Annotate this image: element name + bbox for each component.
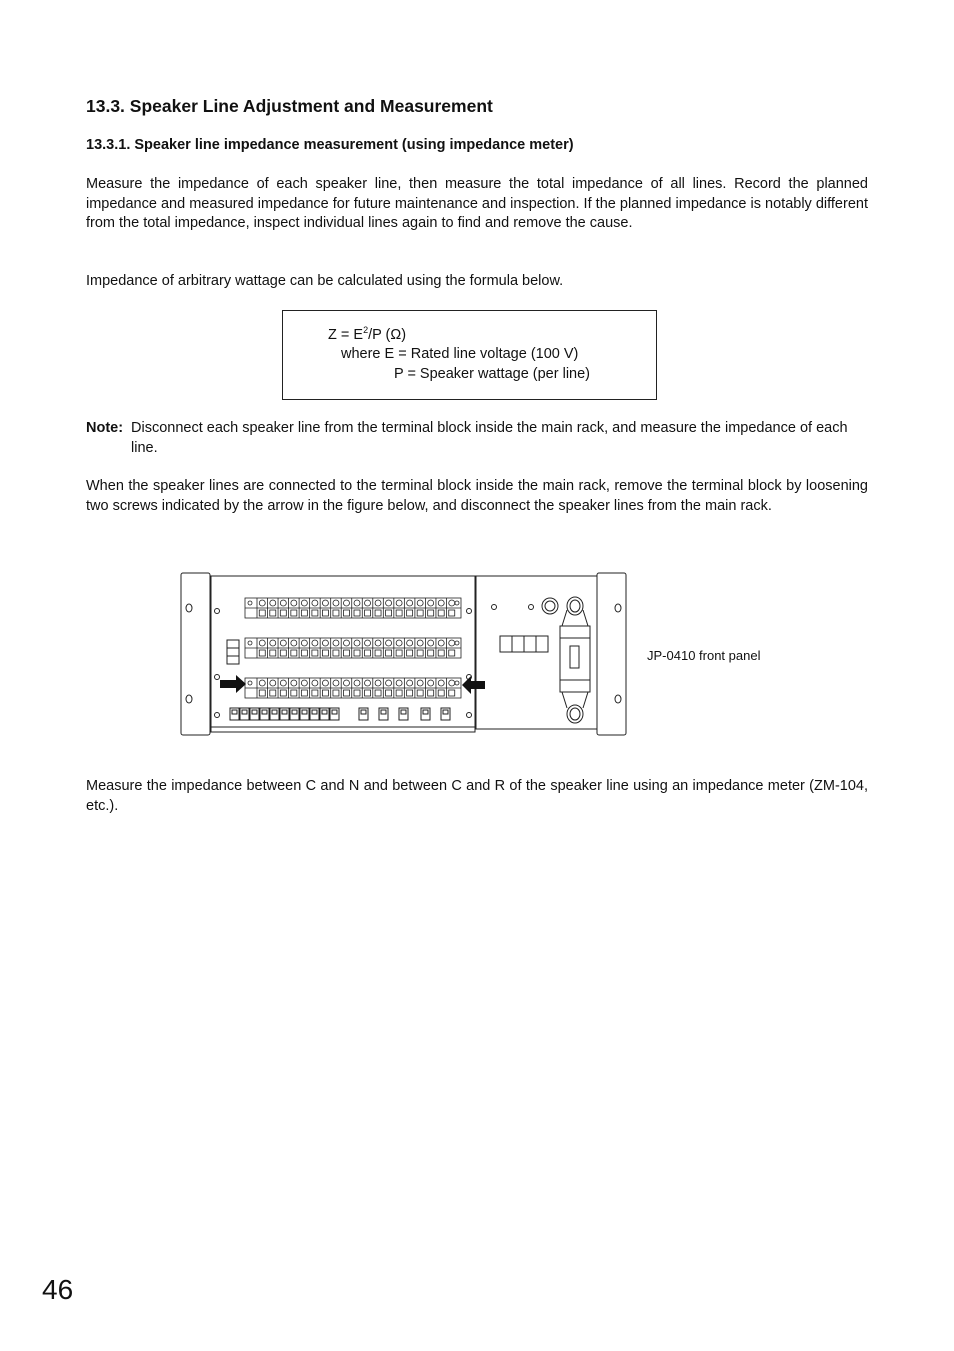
breaker-switch [570,646,579,668]
terminal-screw-icon [449,640,455,646]
screw-icon [529,605,534,610]
terminal-clamp-icon [280,650,286,656]
terminal-screw-icon [301,600,307,606]
terminal-clamp-icon [449,690,455,696]
terminal-clamp-icon [301,650,307,656]
terminal-screw-icon [291,680,297,686]
terminal-screw-icon [333,600,339,606]
right-rack-ear [597,573,626,735]
terminal-clamp-icon [322,610,328,616]
terminal-clamp-icon [333,650,339,656]
terminal-block-rows [245,598,461,698]
subsection-title: 13.3.1. Speaker line impedance measurement (using impedance meter) [86,137,574,153]
terminal-screw-icon [449,600,455,606]
terminal-clamp-icon [428,650,434,656]
terminal-screw-icon [375,600,381,606]
terminal-clamp-icon [407,610,413,616]
terminal-clamp-icon [428,690,434,696]
screw-icon [467,609,472,614]
terminal-clamp-icon [280,610,286,616]
terminal-screw-icon [428,680,434,686]
terminal-screw-icon [396,640,402,646]
terminal-screw-icon [438,640,444,646]
figure-caption: JP-0410 front panel [647,648,761,663]
terminal-clamp-icon [280,690,286,696]
page-number: 46 [42,1274,74,1305]
circuit-breaker [560,626,590,692]
terminal-screw-icon [280,680,286,686]
terminal-screw-icon [322,600,328,606]
terminal-screw-icon [417,600,423,606]
terminal-clamp-icon [354,610,360,616]
formula-z: $Z = E^2/P$ (Ω) [328,325,407,343]
terminal-clamp-icon [417,650,423,656]
terminal-clamp-icon [312,690,318,696]
terminal-clamp-icon [375,690,381,696]
power-lamp-icon [542,598,558,614]
terminal-screw-icon [312,640,318,646]
terminal-clamp-icon [396,690,402,696]
screw-icon [215,675,220,680]
terminal-screw-icon [333,680,339,686]
terminal-clamp-icon [407,650,413,656]
terminal-clamp-icon [428,610,434,616]
rack-hole-icon [186,604,192,612]
terminal-screw-icon [365,640,371,646]
screw-icon [215,609,220,614]
screw-icon [215,713,220,718]
arrow-left-icon [462,676,485,694]
terminal-clamp-icon [417,610,423,616]
terminal-screw-icon [438,600,444,606]
formula-p-def: P = Speaker wattage (per line) [394,366,590,382]
arrow-right-icon [220,675,246,693]
terminal-clamp-icon [354,690,360,696]
terminal-screw-icon [270,640,276,646]
terminal-screw-icon [270,600,276,606]
terminal-row [245,678,461,698]
terminal-clamp-icon [386,690,392,696]
terminal-screw-icon [312,680,318,686]
rack-hole-icon [615,695,621,703]
terminal-screw-icon [438,680,444,686]
terminal-screw-icon [396,600,402,606]
terminal-clamp-icon [259,610,265,616]
terminal-row [245,598,461,618]
terminal-screw-icon [259,680,265,686]
terminal-screw-icon [291,600,297,606]
terminal-screw-icon [417,640,423,646]
terminal-clamp-icon [365,610,371,616]
terminal-clamp-icon [438,610,444,616]
connector-block [227,640,239,664]
terminal-clamp-icon [449,650,455,656]
terminal-clamp-icon [438,690,444,696]
terminal-screw-icon [259,600,265,606]
terminal-screw-icon [365,600,371,606]
terminal-clamp-icon [365,690,371,696]
terminal-screw-icon [301,640,307,646]
terminal-screw-icon [354,680,360,686]
terminal-screw-icon [343,640,349,646]
note-text: Disconnect each speaker line from the terminal block inside the main rack, and measure the impedance of each line. [131,420,848,456]
terminal-clamp-icon [375,610,381,616]
terminal-clamp-icon [396,650,402,656]
terminal-screw-icon [354,600,360,606]
terminal-screw-icon [386,600,392,606]
terminal-screw-icon [280,640,286,646]
terminal-clamp-icon [270,690,276,696]
rack-hole-icon [186,695,192,703]
terminal-clamp-icon [343,650,349,656]
terminal-screw-icon [354,640,360,646]
terminal-screw-icon [280,600,286,606]
terminal-clamp-icon [386,610,392,616]
terminal-clamp-icon [259,690,265,696]
terminal-clamp-icon [312,610,318,616]
terminal-screw-icon [343,600,349,606]
terminal-clamp-icon [333,690,339,696]
terminal-screw-icon [386,680,392,686]
terminal-clamp-icon [354,650,360,656]
terminal-clamp-icon [333,610,339,616]
terminal-screw-icon [312,600,318,606]
terminal-panel [211,576,475,732]
terminal-clamp-icon [343,690,349,696]
terminal-clamp-icon [365,650,371,656]
terminal-screw-icon [428,600,434,606]
terminal-clamp-icon [438,650,444,656]
left-rack-ear [181,573,210,735]
terminal-screw-icon [449,680,455,686]
terminal-screw-icon [375,640,381,646]
terminal-screw-icon [322,640,328,646]
terminal-screw-icon [270,680,276,686]
formula-box [282,310,657,400]
paragraph-measure-impedance: Measure the impedance of each speaker line, then measure the total impedance of all lines. Record the planned impedance and measured impedance for future maintenance and inspection. If the planned impedance is notably different from the total impedance, inspect individual lines again to find and remove the cause. [86,176,868,231]
terminal-clamp-icon [417,690,423,696]
terminal-clamp-icon [322,690,328,696]
jp-0410-front-panel-drawing [178,568,630,740]
terminal-screw-icon [407,600,413,606]
section-title: 13.3. Speaker Line Adjustment and Measurement [86,96,493,116]
terminal-screw-icon [375,680,381,686]
terminal-screw-icon [259,640,265,646]
terminal-clamp-icon [396,610,402,616]
terminal-screw-icon [333,640,339,646]
screw-icon [467,713,472,718]
terminal-clamp-icon [343,610,349,616]
terminal-screw-icon [365,680,371,686]
paragraph-remove-terminal-block: When the speaker lines are connected to the terminal block inside the main rack, remove the terminal block by loosening two screws indicated by the arrow in the figure below, and disconnect the speaker lines from the main rack. [86,478,868,514]
terminal-screw-icon [322,680,328,686]
terminal-row [245,638,461,658]
rack-hole-icon [615,604,621,612]
bottom-connector-row [230,708,450,720]
formula-where-e: where E = Rated line voltage (100 V) [341,346,579,362]
note-label: Note: [86,420,124,436]
terminal-screw-icon [407,640,413,646]
terminal-screw-icon [417,680,423,686]
terminal-screw-icon [428,640,434,646]
terminal-screw-icon [396,680,402,686]
terminal-screw-icon [291,640,297,646]
terminal-screw-icon [301,680,307,686]
terminal-clamp-icon [322,650,328,656]
terminal-clamp-icon [375,650,381,656]
terminal-clamp-icon [407,690,413,696]
terminal-clamp-icon [291,650,297,656]
terminal-screw-icon [343,680,349,686]
terminal-clamp-icon [301,610,307,616]
terminal-clamp-icon [449,610,455,616]
terminal-clamp-icon [291,610,297,616]
paragraph-formula-intro: Impedance of arbitrary wattage can be calculated using the formula below. [86,273,564,289]
terminal-screw-icon [407,680,413,686]
terminal-clamp-icon [386,650,392,656]
screw-icon [492,605,497,610]
terminal-clamp-icon [270,610,276,616]
terminal-screw-icon [386,640,392,646]
paragraph-measure-c-n-r: Measure the impedance between C and N and between C and R of the speaker line using an impedance meter (ZM-104, etc.). [86,778,868,814]
terminal-clamp-icon [270,650,276,656]
terminal-clamp-icon [312,650,318,656]
terminal-clamp-icon [291,690,297,696]
terminal-clamp-icon [301,690,307,696]
terminal-clamp-icon [259,650,265,656]
